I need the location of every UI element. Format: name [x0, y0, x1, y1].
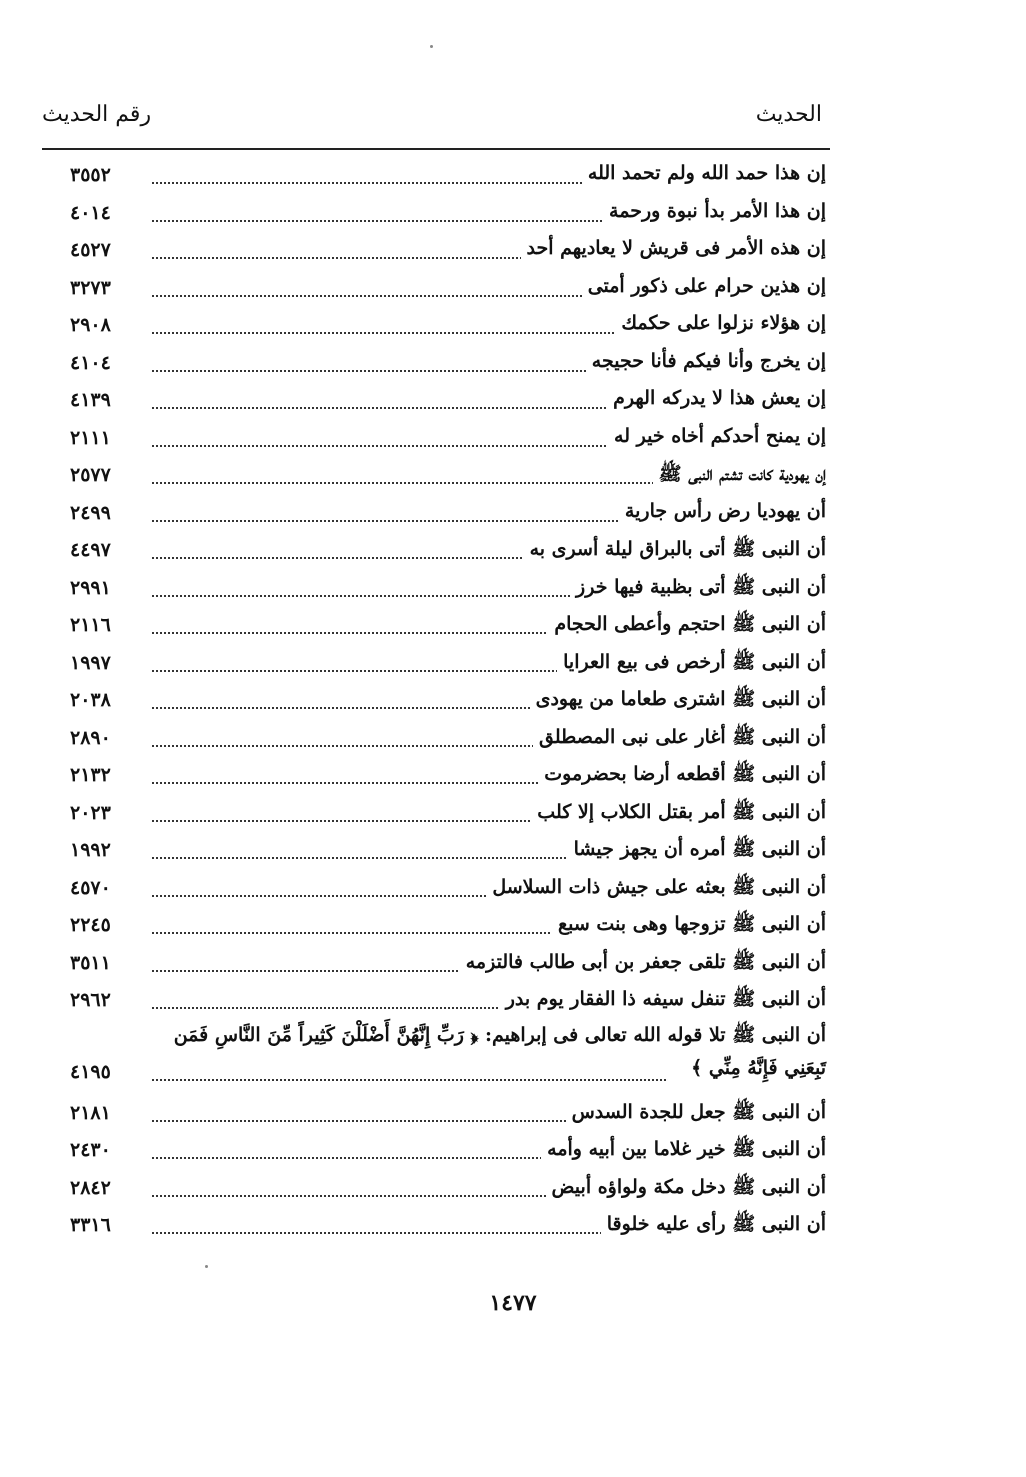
- hadith-number: ٢٩٩١: [70, 576, 111, 599]
- hadith-incipit-line-2: تَبِعَنِي فَإِنَّهُ مِنِّي ﴾: [691, 1056, 826, 1079]
- hadith-incipit: أن النبى ﷺ أتى بظبية فيها خرز: [570, 575, 826, 603]
- index-row: [0, 721, 1026, 758]
- hadith-incipit: أن النبى ﷺ تلقى جعفر بن أبى طالب فالتزمه: [460, 950, 826, 978]
- hadith-incipit: أن النبى ﷺ خير غلاما بين أبيه وأمه: [541, 1137, 826, 1165]
- index-row: [0, 758, 1026, 795]
- hadith-incipit: إن يمنح أحدكم أخاه خير له: [608, 425, 826, 447]
- index-row: [0, 946, 1026, 983]
- index-row: [0, 908, 1026, 945]
- hadith-incipit: إن يهودية كانت تشتم النبى ﷺ: [653, 462, 826, 490]
- scan-speck: [205, 1265, 208, 1268]
- hadith-incipit: أن النبى ﷺ أتى بالبراق ليلة أسرى به: [524, 537, 826, 565]
- index-row: [0, 1133, 1026, 1170]
- hadith-number: ٣٢٧٣: [70, 276, 111, 299]
- index-row: [0, 646, 1026, 683]
- index-row: [0, 421, 1026, 458]
- index-row: [0, 271, 1026, 308]
- index-row: [0, 571, 1026, 608]
- index-row: [0, 1171, 1026, 1208]
- hadith-incipit: أن النبى ﷺ جعل للجدة السدس: [566, 1100, 826, 1128]
- hadith-number: ٢١٨١: [70, 1101, 111, 1124]
- hadith-number: ٤١٣٩: [70, 389, 111, 411]
- hadith-number: ٢٥٧٧: [70, 464, 111, 486]
- hadith-number: ٢٤٣٠: [70, 1139, 111, 1161]
- dotted-leader: [152, 1079, 666, 1081]
- hadith-number: ٤٥٢٧: [70, 239, 111, 261]
- hadith-column-title: الحديث: [755, 102, 822, 127]
- hadith-number: ٣٣١٦: [70, 1214, 111, 1236]
- hadith-incipit: أن النبى ﷺ دخل مكة ولواؤه أبيض: [546, 1175, 826, 1203]
- hadith-incipit: إن هذه الأمر فى قريش لا يعاديهم أحد: [521, 237, 826, 259]
- hadith-number: ٤١٩٥: [70, 1060, 111, 1083]
- hadith-incipit: أن يهوديا رض رأس جارية: [619, 500, 826, 522]
- hadith-incipit: أن النبى ﷺ أمر بقتل الكلاب إلا كلب: [531, 800, 826, 828]
- hadith-number: ٢٨٩٠: [70, 726, 111, 749]
- hadith-number: ٣٥١١: [70, 951, 111, 974]
- index-row: [0, 458, 1026, 495]
- header-rule: [42, 148, 830, 150]
- hadith-number: ٢٨٤٢: [70, 1176, 111, 1199]
- hadith-number: ٢١١١: [70, 426, 111, 449]
- hadith-incipit: إن هذا حمد الله ولم تحمد الله: [582, 162, 826, 184]
- index-row: [0, 158, 1026, 195]
- hadith-incipit: إن هذين حرام على ذكور أمتى: [582, 275, 826, 297]
- index-row: [0, 233, 1026, 270]
- hadith-incipit: أن النبى ﷺ أقطعه أرضا بحضرموت: [538, 762, 826, 790]
- hadith-incipit: أن النبى ﷺ رأى عليه خلوقا: [601, 1212, 826, 1240]
- hadith-incipit-line-1: أن النبى ﷺ تلا قوله الله تعالى فى إبراهيم: ﴿ رَبِّ إِنَّهُنَّ أَضْلَلْنَ كَثِيراً مِّنَ النَّاسِ فَمَن: [173, 1023, 826, 1046]
- hadith-number: ٣٥٥٢: [70, 164, 111, 186]
- hadith-number: ٤٠١٤: [70, 201, 111, 224]
- index-row-verse: [0, 1021, 1026, 1096]
- hadith-incipit: إن يخرج وأنا فيكم فأنا حجيجه: [586, 350, 826, 372]
- index-row: [0, 871, 1026, 908]
- index-row: [0, 983, 1026, 1020]
- hadith-number-column-title: رقم الحديث: [42, 102, 152, 127]
- hadith-number: ٤٤٩٧: [70, 539, 111, 561]
- hadith-incipit: أن النبى ﷺ أمره أن يجهز جيشا: [568, 837, 826, 865]
- index-row: [0, 533, 1026, 570]
- hadith-number: ٢٠٣٨: [70, 689, 111, 711]
- index-row: [0, 683, 1026, 720]
- index-row: [0, 496, 1026, 533]
- index-row: [0, 608, 1026, 645]
- hadith-incipit: أن النبى ﷺ اشترى طعاما من يهودى: [530, 687, 826, 715]
- index-row: [0, 346, 1026, 383]
- index-row: [0, 308, 1026, 345]
- hadith-number: ١٩٩٧: [70, 651, 111, 674]
- hadith-number: ١٩٩٢: [70, 839, 111, 861]
- hadith-incipit: أن النبى ﷺ تزوجها وهى بنت سبع: [552, 912, 826, 940]
- hadith-incipit: إن هذا الأمر بدأ نبوة ورحمة: [603, 200, 826, 222]
- index-row: [0, 1208, 1026, 1245]
- hadith-incipit: أن النبى ﷺ احتجم وأعطى الحجام: [548, 612, 826, 640]
- scan-speck: [430, 45, 433, 48]
- hadith-number: ٢١٣٢: [70, 764, 111, 786]
- hadith-number: ٤١٠٤: [70, 351, 111, 374]
- hadith-number: ٢٢٤٥: [70, 914, 111, 936]
- index-row: [0, 833, 1026, 870]
- hadith-incipit: أن النبى ﷺ أرخص فى بيع العرايا: [557, 650, 826, 678]
- hadith-number: ٤٥٧٠: [70, 876, 111, 899]
- hadith-number: ٢٩٦٢: [70, 989, 111, 1011]
- hadith-number: ٢٩٠٨: [70, 314, 111, 336]
- index-row: [0, 1096, 1026, 1133]
- page-number: ١٤٧٧: [489, 1290, 537, 1316]
- hadith-number: ٢٠٢٣: [70, 801, 111, 824]
- index-row: [0, 383, 1026, 420]
- hadith-incipit: إن هؤلاء نزلوا على حكمك: [615, 312, 826, 334]
- hadith-incipit: أن النبى ﷺ أغار على نبى المصطلق: [533, 725, 826, 753]
- column-header: [40, 100, 830, 140]
- hadith-number: ٢١١٦: [70, 614, 111, 636]
- hadith-number: ٢٤٩٩: [70, 501, 111, 524]
- index-row: [0, 796, 1026, 833]
- hadith-incipit: أن النبى ﷺ تنفل سيفه ذا الفقار يوم بدر: [500, 987, 826, 1015]
- hadith-incipit: أن النبى ﷺ بعثه على جيش ذات السلاسل: [486, 875, 826, 903]
- hadith-incipit: إن يعش هذا لا يدركه الهرم: [607, 387, 826, 409]
- index-row: [0, 196, 1026, 233]
